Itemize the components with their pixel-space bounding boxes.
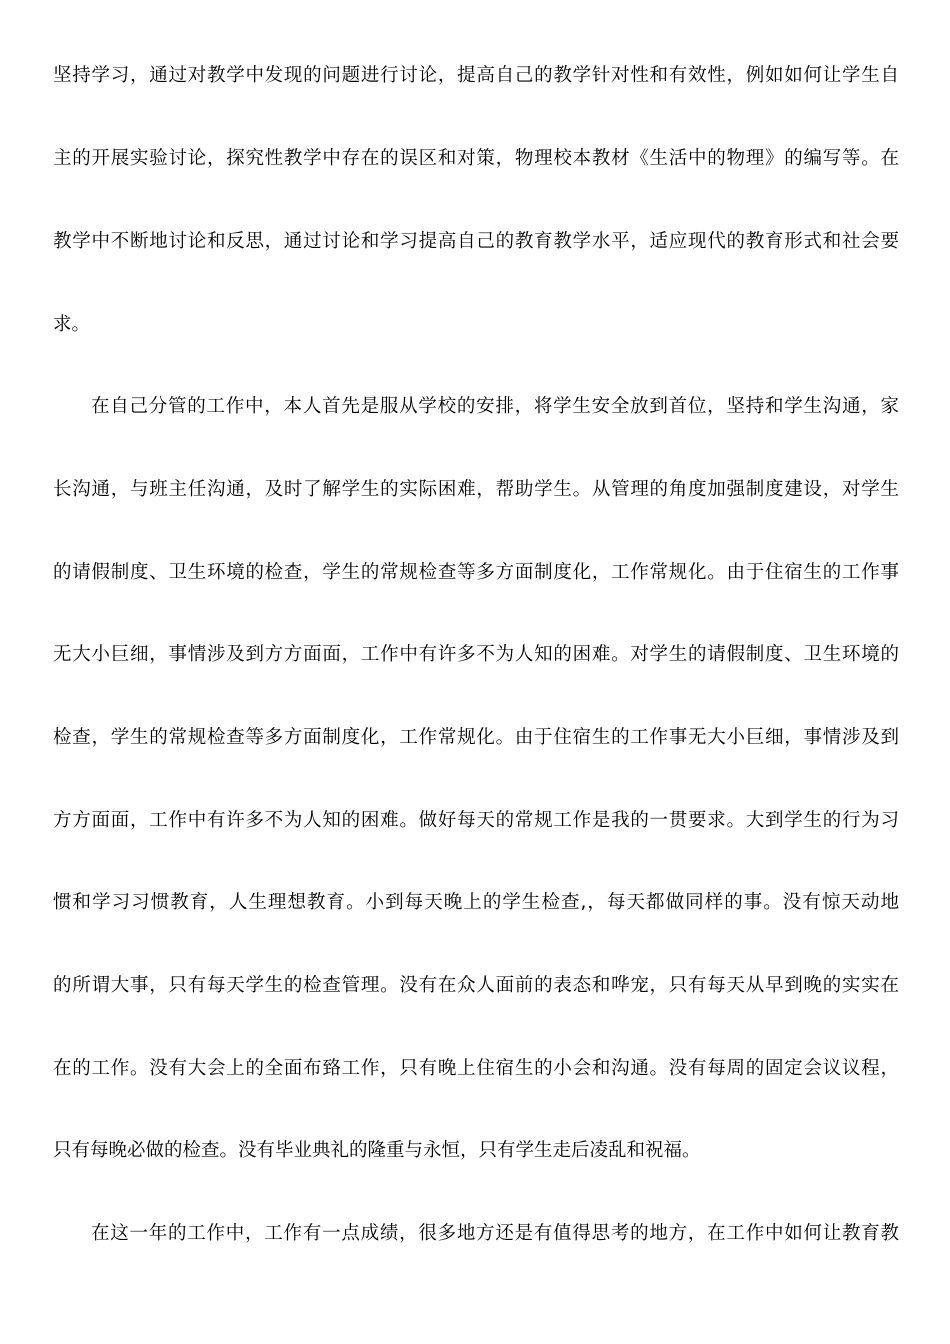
paragraph-1-line-1: 坚持学习，通过对教学中发现的问题进行讨论，提高自己的教学针对性和有效性，例如如何让学生自 [53, 65, 899, 86]
paragraph-2-line-3: 的请假制度、卫生环境的检查，学生的常规检查等多方面制度化，工作常规化。由于住宿生的工作事 [53, 562, 899, 583]
paragraph-3-line-1: 在这一年的工作中，工作有一点成绩，很多地方还是有值得思考的地方，在工作中如何让教育教 [91, 1223, 899, 1244]
paragraph-2-line-4: 无大小巨细，事情涉及到方方面面，工作中有许多不为人知的困难。对学生的请假制度、卫生环境的 [53, 644, 899, 665]
paragraph-2-line-6: 方方面面，工作中有许多不为人知的困难。做好每天的常规工作是我的一贯要求。大到学生的行为习 [53, 810, 899, 831]
paragraph-2-line-2: 长沟通，与班主任沟通，及时了解学生的实际困难，帮助学生。从管理的角度加强制度建设，对学生 [53, 479, 899, 500]
paragraph-1-line-2: 主的开展实验讨论，探究性教学中存在的误区和对策，物理校本教材《生活中的物理》的编写等。在 [53, 148, 899, 169]
paragraph-2-line-1: 在自己分管的工作中，本人首先是服从学校的安排，将学生安全放到首位，坚持和学生沟通，家 [91, 396, 899, 417]
paragraph-2-line-9: 在的工作。没有大会上的全面布臵工作，只有晚上住宿生的小会和沟通。没有每周的固定会议议程， [53, 1058, 899, 1079]
paragraph-1-line-3: 教学中不断地讨论和反思，通过讨论和学习提高自己的教育教学水平，适应现代的教育形式和社会要 [53, 231, 899, 252]
paragraph-2-line-7: 惯和学习习惯教育，人生理想教育。小到每天晚上的学生检查,，每天都做同样的事。没有惊天动地 [53, 892, 899, 913]
paragraph-2-line-8: 的所谓大事，只有每天学生的检查管理。没有在众人面前的表态和哗宠，只有每天从早到晚的实实在 [53, 975, 899, 996]
paragraph-1-line-4: 求。 [53, 314, 91, 335]
paragraph-2-line-10: 只有每晚必做的检查。没有毕业典礼的隆重与永恒，只有学生走后凌乱和祝福。 [53, 1140, 701, 1161]
paragraph-2-line-5: 检查，学生的常规检查等多方面制度化，工作常规化。由于住宿生的工作事无大小巨细，事情涉及到 [53, 727, 899, 748]
